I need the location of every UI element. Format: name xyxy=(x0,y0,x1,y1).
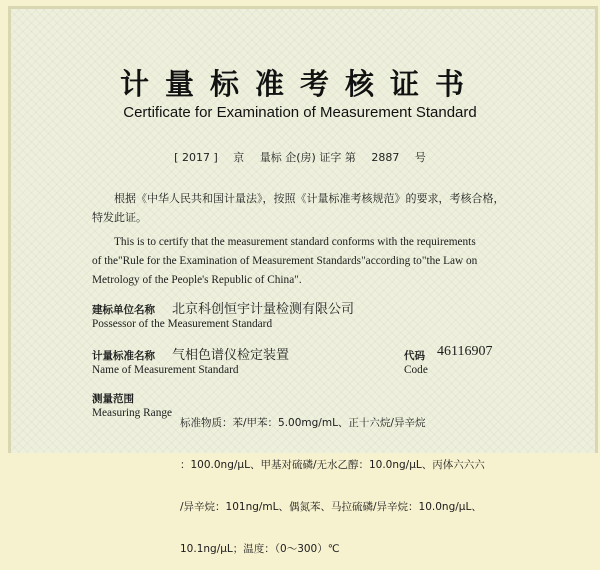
standard-name-label-cn: 计量标准名称 xyxy=(92,350,155,362)
range-values xyxy=(180,388,580,570)
certificate-number xyxy=(0,149,600,165)
cert-type: 量标 企(房) 证字 第 xyxy=(259,151,356,164)
range-line: 10.1ng/μL；温度：（0～300）℃ xyxy=(180,543,340,555)
code-label-en: Code xyxy=(404,364,428,376)
range-line: 标准物质：苯/甲苯：5.00mg/mL、正十六烷/异辛烷 xyxy=(180,417,426,429)
range-line: /异辛烷：101ng/mL、偶氮苯、马拉硫磷/异辛烷：10.0ng/μL、 xyxy=(180,501,482,513)
certificate-body-en: This is to certify that the measurement standard conforms with the requirements of the"Rule for the Examination of Measurement Standards"according to"the Law on Metrology of the People's Republic of China". xyxy=(92,236,478,286)
standard-name-value: 气相色谱仪检定装置 xyxy=(172,348,290,363)
cert-serial: 2887 xyxy=(371,151,400,164)
certificate-body-cn: 根据《中华人民共和国计量法》，按照《计量标准考核规范》的要求，考核合格，特发此证。 xyxy=(92,192,505,224)
certificate-title-en: Certificate for Examination of Measurement Standard xyxy=(123,104,477,121)
cert-prefix: 京 xyxy=(233,151,245,164)
standard-name-label-en: Name of Measurement Standard xyxy=(92,364,239,376)
cert-year: [ 2017 ] xyxy=(174,151,218,164)
range-label-en: Measuring Range xyxy=(92,407,172,419)
range-line: ：100.0ng/μL、甲基对硫磷/无水乙醇：10.0ng/μL、丙体六六六 xyxy=(180,459,485,471)
possessor-value: 北京科创恒宇计量检测有限公司 xyxy=(172,302,355,317)
certificate-title-cn: 计量标准考核证书 xyxy=(119,67,480,101)
cert-suffix: 号 xyxy=(414,151,426,164)
range-label-cn: 测量范围 xyxy=(92,393,134,405)
code-value: 46116907 xyxy=(437,344,493,359)
code-label-cn: 代码 xyxy=(404,350,425,362)
possessor-label-cn: 建标单位名称 xyxy=(92,304,155,316)
possessor-label-en: Possessor of the Measurement Standard xyxy=(92,318,273,330)
